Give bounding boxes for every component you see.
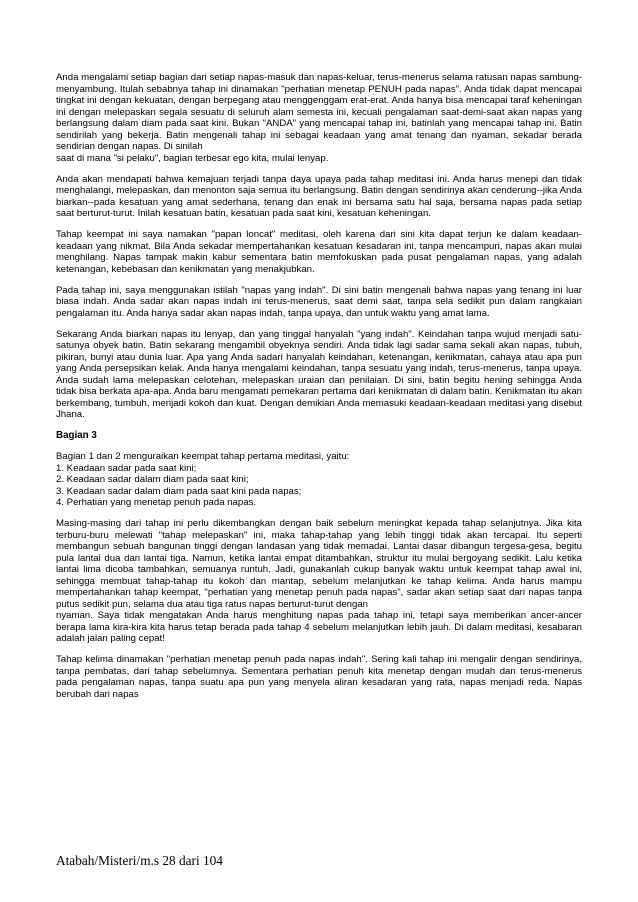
section-heading: Bagian 3	[56, 430, 97, 441]
stage-list-item: 3. Keadaan sadar dalam diam pada saat kini pada napas;	[56, 485, 302, 497]
stage-list-item: 4. Perhatian yang menetap penuh pada napas.	[56, 497, 257, 508]
paragraph-4-text: Pada tahap ini, saya menggunakan istilah "napas yang indah". Di sini batin mengenali bahwa napas yang tenang ini luar biasa indah. Anda sadar akan napas indah ini terus-menerus, saat demi saat, tanpa sela sedikit pun dalam rangkaian pengalaman itu. Anda hanya sadar akan napas indah, tanpa upaya, dan untuk waktu yang amat lama.	[56, 284, 582, 319]
paragraph-6-tail: nyaman. Saya tidak mengatakan Anda harus menghitung napas pada tahap ini, tetapi saya memberikan ancer-ancer berapa lama kira-kira kita harus tetap berada pada tahap 4 sebelum melanjutkan lebih jauh. Di dalam meditasi, kesabaran adalah jalan paling cepat!	[56, 610, 582, 644]
paragraph-2-text: Anda akan mendapati bahwa kemajuan terjadi tanpa daya upaya pada tahap meditasi ini. Anda harus menepi dan tidak menghalangi, melepaskan, dan menonton saja semua itu berlangsung. Batin dengan sendirinya akan cenderung--jika Anda biarkan--pada kesatuan yang amat sederhana, tenang dan enak ini bersama satu hal saja, bersama napas pada setiap saat berturut-turut. Inilah kesatuan batin, kesatuan pada saat kini, kesatuan keheningan.	[56, 173, 582, 219]
paragraph-6	[56, 518, 582, 645]
paragraph-3	[56, 229, 582, 275]
paragraph-1	[56, 72, 582, 164]
stage-list-intro: Bagian 1 dan 2 menguraikan keempat tahap pertama meditasi, yaitu:	[56, 451, 350, 462]
paragraph-1-tail: saat di mana "si pelaku", bagian terbesar ego kita, mulai lenyap.	[56, 152, 329, 164]
paragraph-3-text: Tahap keempat ini saya namakan "papan loncat" meditasi, oleh karena dari sini kita dapat terjun ke dalam keadaan-keadaan yang nikmat. Bila Anda sekadar mempertahankan kesatuan kesadaran ini, tanpa mencampuri, napas akan mulai menghilang. Napas tampak makin kabur sementara batin memfokuskan pada pusat pengalaman napas, yang adalah ketenangan, kebebasan dan kenikmatan yang menakjubkan.	[56, 229, 582, 275]
paragraph-7	[56, 654, 582, 700]
page-footer: Atabah/Misteri/m.s 28 dari 104	[56, 853, 223, 868]
stage-list-item: 2. Keadaan sadar dalam diam pada saat kini;	[56, 474, 249, 485]
paragraph-6-text: Masing-masing dari tahap ini perlu dikembangkan dengan baik sebelum meningkat kepada tahap selanjutnya. Jika kita terburu-buru melewati "tahap melepaskan" ini, maka tahap-tahap yang lebih tinggi tidak akan tercapai. Itu seperti membangun sebuah bangunan tinggi dengan landasan yang tidak memadai. Lantai dasar dibangun tergesa-gesa, begitu pula lantai dua dan lantai tiga. Namun, ketika lantai empat ditambahkan, struktur itu mulai bergoyang sedikit. Lalu ketika lantai lima dicoba tambahkan, semuanya runtuh. Jadi, gunakanlah cukup banyak waktu untuk keempat tahap awal ini, sehingga membuat tahap-tahap itu kokoh dan mantap, sebelum melanjutkan ke tahap kelima. Anda harus mampu mempertahankan tahap keempat, "perhatian yang menetap penuh pada napas", sadar akan setiap saat dari napas tanpa putus sedikit pun, selama dua atau tiga ratus napas berturut-turut dengan	[56, 518, 582, 610]
paragraph-4	[56, 285, 582, 320]
stage-list-item: 1. Keadaan sadar pada saat kini;	[56, 462, 197, 474]
paragraph-2	[56, 174, 582, 220]
paragraph-5	[56, 329, 582, 421]
paragraph-1-text: Anda mengalami setiap bagian dari setiap napas-masuk dan napas-keluar, terus-menerus selama ratusan napas sambung-menyambung. Itulah sebabnya tahap ini dinamakan "perhatian menetap PENUH pada napas". Anda tidak dapat mencapai tingkat ini dengan kekuatan, dengan berpegang atau menggenggam erat-erat. Anda hanya bisa mencapai taraf keheningan ini dengan melepaskan segala sesuatu di seluruh alam semesta ini, kecuali pengalaman saat-demi-saat akan napas yang berlangsung dalam diam pada saat kini. Bukan "ANDA" yang mencapai tahap ini, batinlah yang mencapai tahap ini. Batin sendirilah yang bekerja. Batin mengenali tahap ini sebagai keadaan yang amat tenang dan nyaman, sekadar berada sendirian dengan napas. Di sinilah	[56, 72, 582, 152]
paragraph-5-text: Sekarang Anda biarkan napas itu lenyap, dan yang tinggal hanyalah "yang indah". Keindahan tanpa wujud menjadi satu-satunya obyek batin. Batin sekarang mengambil obyeknya sendiri. Anda tidak lagi sadar sama sekali akan napas, tubuh, pikiran, bunyi atau dunia luar. Apa yang Anda sadari hanyalah keindahan, ketenangan, kenikmatan, cahaya atau apa pun yang Anda persepsikan kelak. Anda hanya mengalami keindahan, tanpa sesuatu yang indah, terus-menerus, tanpa upaya. Anda sudah lama melepaskan celotehan, melepaskan uraian dan penilaian. Di sini, batin begitu hening sehingga Anda tidak bisa berkata apa-apa. Anda baru mengamati pemekaran pertama dari kenikmatan di dalam batin. Kenikmatan itu akan berkembang, tumbuh, menjadi kokoh dan kuat. Dengan demikian Anda memasuki keadaan-keadaan meditasi yang disebut Jhana.	[56, 328, 582, 420]
paragraph-7-text: Tahap kelima dinamakan "perhatian menetap penuh pada napas indah". Sering kali tahap ini mengalir dengan sendirinya, tanpa pembatas, dari tahap sebelumnya. Sementara perhatian penuh kita menetap dengan mudah dan terus-menerus pada pengalaman napas, tanpa suatu apa pun yang menyela aliran kesadaran yang rata, napas menjadi reda. Napas berubah dari napas	[56, 654, 582, 700]
stage-list	[56, 451, 582, 509]
